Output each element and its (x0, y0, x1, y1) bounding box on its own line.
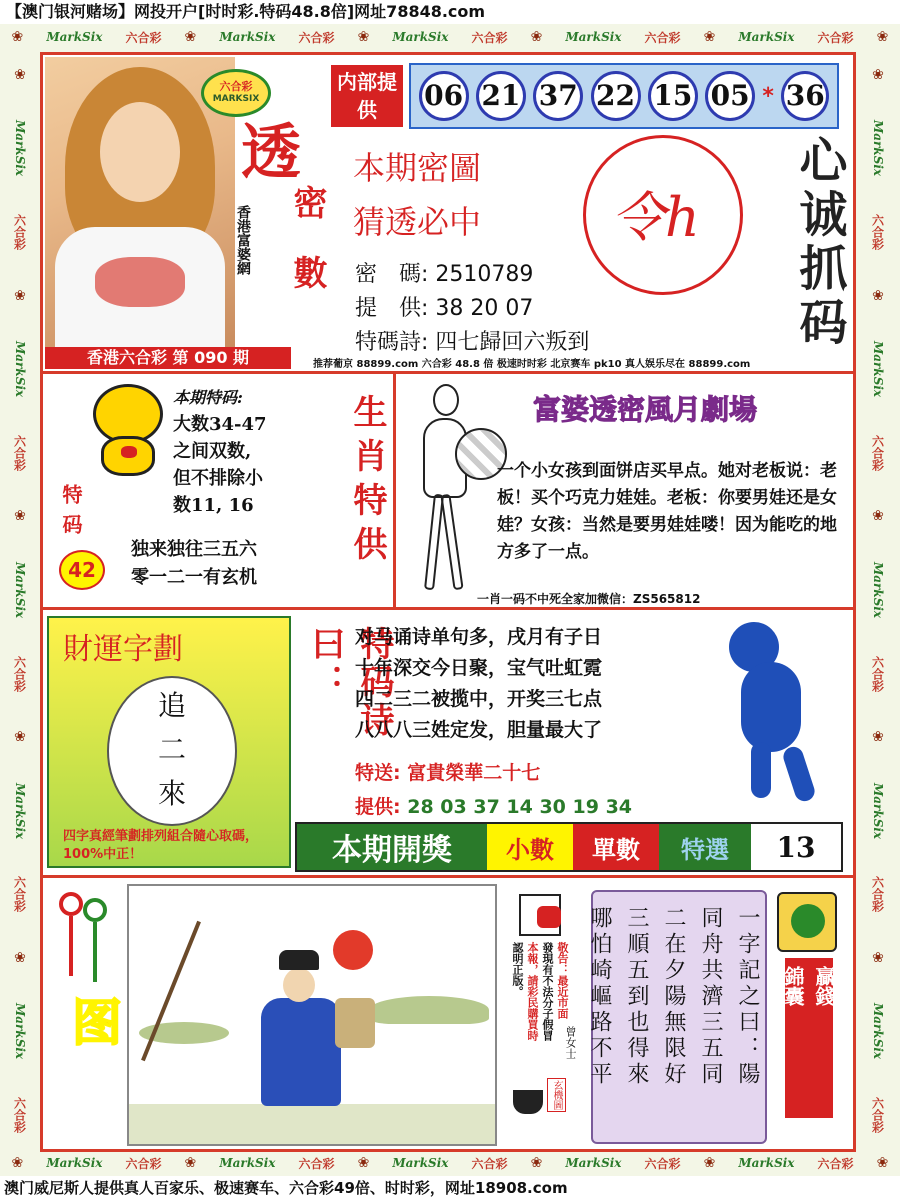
flower-icon: ❀ (14, 287, 26, 304)
number-ball: 06 (419, 71, 469, 121)
poem-label: 特码诗曰： (305, 626, 394, 740)
frame-lottery: 六合彩 (12, 1097, 27, 1134)
shirt-print-shape (95, 257, 185, 307)
gift-row (355, 758, 540, 785)
code-row (355, 257, 533, 288)
provide-value: 38 20 07 (435, 296, 534, 321)
frame-brand: MarkSix (13, 561, 27, 618)
frame-brand: MarkSix (392, 1156, 449, 1170)
keys-icon (59, 892, 119, 992)
secret-subtitle: 猜透必中 (353, 203, 482, 241)
frame-right-col (858, 48, 898, 1152)
poem-provide-row (355, 792, 632, 819)
frame-lottery: 六合彩 (644, 30, 681, 45)
frame-lottery: 六合彩 (471, 30, 508, 45)
poem-line: 四二三二被揽中，开奖三七点 (355, 688, 603, 710)
frame-brand: MarkSix (46, 30, 103, 44)
tema-text (173, 384, 323, 519)
frame-lottery: 六合彩 (298, 30, 335, 45)
handwriting-mark: 令h (611, 186, 700, 249)
flower-icon: ❀ (184, 29, 197, 45)
gift-value: 富貴榮華二十七 (407, 762, 541, 784)
flower-icon: ❀ (184, 1155, 197, 1171)
issue-number: 香港六合彩 第 090 期 (45, 347, 291, 369)
gift-label: 特送: (355, 762, 401, 784)
frame-brand: MarkSix (871, 782, 885, 839)
treasure-section (43, 875, 853, 1149)
char-mi: 密 (287, 185, 327, 219)
flower-icon: ❀ (11, 1155, 24, 1171)
secret-panel (293, 135, 753, 355)
lady-head-shape (433, 384, 459, 416)
poem-value: 四七歸回六叛到 (435, 330, 590, 355)
frame-brand: MarkSix (13, 1003, 27, 1060)
scroll-col: 哪怕崎嶇路不平 (587, 906, 612, 1088)
warning-text (511, 942, 569, 1041)
frame-lottery: 六合彩 (298, 1156, 335, 1171)
scroll-signature: 曾女士 (564, 1026, 577, 1059)
logo-bottom-text: MARKSIX (212, 94, 260, 104)
flower-icon: ❀ (530, 29, 543, 45)
frame-lottery: 六合彩 (870, 213, 885, 250)
drama-title: 富婆透密風月劇場 (533, 393, 758, 426)
treasure-scene (127, 884, 497, 1146)
couplet-line: 零一二一有玄机 (131, 567, 257, 588)
warning-col: 發現有不法分子假冒 (541, 942, 554, 1041)
draw-odd: 單數 (573, 824, 659, 870)
poem-lines (355, 622, 725, 746)
tiger-mascot (83, 384, 173, 484)
tema-couplet (131, 536, 341, 592)
oval-char: 來 (157, 777, 186, 810)
logo-top-text: 六合彩 (219, 80, 253, 93)
oval-char: 追 (157, 689, 186, 722)
special-number-ball: 36 (781, 71, 829, 121)
frame-left-col (0, 48, 40, 1152)
warning-col: 認明正版。 (511, 942, 524, 997)
key-ring-shape (83, 898, 107, 922)
frame-brand: MarkSix (871, 341, 885, 398)
flower-icon: ❀ (357, 29, 370, 45)
number-ball: 22 (591, 71, 641, 121)
zodiac-vertical: 生肖特供 (347, 394, 387, 570)
flower-icon: ❀ (14, 729, 26, 746)
star-separator: * (762, 83, 774, 109)
frame-brand: MarkSix (871, 120, 885, 177)
sincere-vertical: 心诚抓码 (791, 135, 847, 351)
frame-lottery: 六合彩 (870, 1097, 885, 1134)
man-hat-shape (279, 950, 319, 970)
poem-line: 十年深交今日聚，宝气吐虹霓 (355, 657, 603, 679)
frame-lottery: 六合彩 (870, 655, 885, 692)
frame-lottery: 六合彩 (644, 1156, 681, 1171)
basket-shape (335, 998, 375, 1048)
frame-brand: MarkSix (738, 1156, 795, 1170)
provide-label: 提 供: (355, 296, 429, 321)
side-subtitle: 香港富婆網 (235, 205, 251, 275)
face-shape (100, 102, 180, 202)
tema-line: 本期特码: (173, 388, 243, 407)
frame-lottery: 六合彩 (870, 876, 885, 913)
draw-number: 13 (751, 824, 841, 870)
fortune-oval (107, 676, 237, 826)
poem-provide-value: 28 03 37 14 30 19 34 (407, 796, 633, 818)
sun-shape (333, 930, 373, 970)
number-ball: 37 (533, 71, 583, 121)
code-label: 密 碼: (355, 262, 429, 287)
flower-icon: ❀ (703, 1155, 716, 1171)
money-bag-icon (777, 892, 837, 952)
flower-icon: ❀ (872, 949, 884, 966)
secret-title: 本期密圖 (353, 149, 482, 187)
monkey-body-shape (741, 662, 801, 752)
flower-icon: ❀ (11, 29, 24, 45)
couplet-line: 独来独往三五六 (131, 539, 257, 560)
code-value: 2510789 (435, 262, 534, 287)
monkey-illustration (711, 622, 841, 802)
flower-icon: ❀ (872, 729, 884, 746)
number-balls (409, 63, 839, 129)
number-ball: 05 (705, 71, 755, 121)
frame-brand: MarkSix (738, 30, 795, 44)
frame-brand: MarkSix (871, 1003, 885, 1060)
tiger-head-shape (93, 384, 163, 444)
char-shu: 數 (287, 255, 327, 289)
frame-brand: MarkSix (13, 120, 27, 177)
lady-leg-shape (424, 494, 444, 591)
bag-text: 贏錢 (812, 966, 836, 1006)
frame-brand: MarkSix (392, 30, 449, 44)
key-shaft-shape (93, 922, 97, 982)
flower-icon: ❀ (530, 1155, 543, 1171)
man-robe-shape (261, 998, 341, 1106)
ad-line: 推荐葡京 88899.com 六合彩 48.8 倍 极速时时彩 北京赛车 pk10 真人娱乐尽在 88899.com (313, 359, 751, 370)
content-panel (40, 52, 856, 1152)
insider-badge: 内部提供 (331, 65, 403, 127)
draw-small: 小數 (487, 824, 573, 870)
poem-line: 对马诵诗单句多，戌月有子日 (355, 626, 603, 648)
frame-brand: MarkSix (219, 1156, 276, 1170)
bottom-banner: 澳门威尼斯人提供真人百家乐、极速赛车、六合彩49倍、时时彩，网址18908.com (0, 1176, 900, 1200)
flower-icon: ❀ (14, 66, 26, 83)
warning-col: 敬告：最近市面 (556, 942, 569, 1019)
frame-top-row (0, 24, 900, 50)
big-char-tou: 透 (241, 118, 301, 188)
frame-lottery: 六合彩 (817, 1156, 854, 1171)
flower-icon: ❀ (703, 29, 716, 45)
treasure-title: 图 (64, 996, 123, 1050)
frame-lottery: 六合彩 (471, 1156, 508, 1171)
scroll-col: 二在夕陽無限好 (661, 906, 686, 1088)
frame-brand: MarkSix (13, 782, 27, 839)
frame-brand: MarkSix (565, 1156, 622, 1170)
flower-icon: ❀ (14, 508, 26, 525)
monkey-leg-shape (751, 742, 771, 798)
poem-line: 八八八三姓定发，胆量最大了 (355, 719, 603, 741)
frame-bottom-row (0, 1150, 900, 1176)
oval-char: 二 (157, 733, 186, 766)
bag-text: 錦囊 (781, 966, 805, 1006)
key-ring-shape (59, 892, 83, 916)
frame-lottery: 六合彩 (12, 434, 27, 471)
warning-col: 本報，請彩民購買時 (526, 942, 539, 1041)
key-shaft-shape (69, 916, 73, 976)
flower-icon: ❀ (876, 29, 889, 45)
draw-bar (295, 822, 843, 872)
fist-icon (519, 894, 561, 936)
fortune-title: 財運字劃 (63, 632, 183, 667)
number-ball: 21 (476, 71, 526, 121)
rock-shape (369, 996, 489, 1024)
frame-lottery: 六合彩 (817, 30, 854, 45)
scroll-columns (564, 906, 763, 1116)
man-face-shape (283, 968, 315, 1002)
flower-icon: ❀ (872, 508, 884, 525)
wechat-footer: 一肖一码不中死全家加微信：ZS565812 (477, 592, 701, 606)
draw-title: 本期開獎 (297, 824, 487, 870)
frame-brand: MarkSix (565, 30, 622, 44)
section-divider (393, 374, 396, 610)
scroll-col: 一字記之曰：陽 (735, 906, 760, 1088)
ground-shape (129, 1104, 497, 1146)
header-section (43, 55, 853, 371)
fist-shape (537, 906, 561, 928)
pot-icon (513, 1090, 543, 1114)
frame-brand: MarkSix (219, 30, 276, 44)
flower-icon: ❀ (876, 1155, 889, 1171)
joke-text: 一个小女孩到面饼店买早点。她对老板说：老板！买个巧克力娃娃。老板：你要男娃还是女娃？女孩：当然是要男娃娃喽！因为能吃的地方多了一点。 (497, 461, 837, 562)
number-ball: 15 (648, 71, 698, 121)
poem-label: 特碼詩: (355, 330, 429, 355)
tema-line: 之间双数, (173, 441, 252, 462)
poem-section (43, 607, 853, 875)
frame-brand: MarkSix (871, 561, 885, 618)
frame-brand: MarkSix (46, 1156, 103, 1170)
flower-icon: ❀ (872, 287, 884, 304)
money-bag-shape (791, 904, 825, 938)
flower-icon: ❀ (14, 949, 26, 966)
scroll-col: 同舟共濟三五同 (698, 906, 723, 1088)
tema-number: 42 (59, 550, 105, 590)
scroll-panel (564, 890, 767, 1144)
top-banner: 【澳门银河赌场】网投开户[时时彩.特码48.8倍]网址78848.com (0, 0, 900, 24)
flower-icon: ❀ (357, 1155, 370, 1171)
tema-line: 但不排除小 (173, 468, 263, 489)
tema-line: 大数34-47 (173, 414, 267, 435)
xuanji-tag: 玄機圖 (547, 1078, 566, 1112)
frame-lottery: 六合彩 (125, 30, 162, 45)
fortune-footer: 四字真經筆劃排列組合隨心取碼，100%中正！ (63, 829, 259, 862)
frame-lottery: 六合彩 (125, 1156, 162, 1171)
provide-row (355, 291, 533, 322)
frame-lottery: 六合彩 (12, 876, 27, 913)
poem-row (355, 325, 589, 356)
lady-leg-shape (440, 494, 463, 590)
tema-section (43, 371, 853, 607)
poem-provide-label: 提供: (355, 796, 401, 818)
draw-pick: 特選 (659, 824, 751, 870)
frame-lottery: 六合彩 (870, 434, 885, 471)
frame-lottery: 六合彩 (12, 213, 27, 250)
tema-label: 特码 (59, 484, 83, 544)
tiger-detail-shape (121, 446, 137, 458)
scroll-col: 三順五到也得來 (624, 906, 649, 1088)
fortune-box (47, 616, 291, 868)
monkey-leg-shape (781, 744, 817, 803)
frame-lottery: 六合彩 (12, 655, 27, 692)
money-bag-banner (781, 958, 836, 1118)
tema-line: 数11, 16 (173, 495, 254, 516)
frame-brand: MarkSix (13, 341, 27, 398)
flower-icon: ❀ (872, 66, 884, 83)
